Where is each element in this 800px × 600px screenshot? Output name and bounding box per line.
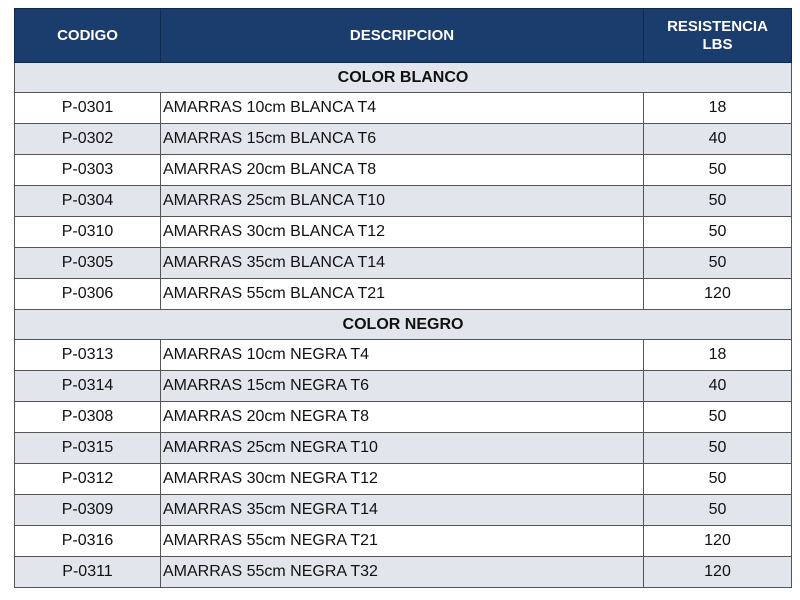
table-row	[15, 526, 792, 557]
table-header-row	[15, 9, 792, 63]
cell-resistance: 120	[644, 557, 792, 588]
table-row	[15, 124, 792, 155]
cell-description: AMARRAS 25cm BLANCA T10	[161, 186, 644, 217]
table-row	[15, 433, 792, 464]
cell-resistance: 50	[644, 495, 792, 526]
cell-code: P-0315	[15, 433, 161, 464]
cell-code: P-0302	[15, 124, 161, 155]
column-header-resistance-line1: RESISTENCIA	[667, 17, 768, 35]
cell-description: AMARRAS 30cm BLANCA T12	[161, 217, 644, 248]
cell-code: P-0308	[15, 402, 161, 433]
cell-code: P-0312	[15, 464, 161, 495]
table-row	[15, 371, 792, 402]
cell-description: AMARRAS 10cm BLANCA T4	[161, 93, 644, 124]
cell-description: AMARRAS 35cm BLANCA T14	[161, 248, 644, 279]
table-row	[15, 248, 792, 279]
cell-description: AMARRAS 20cm BLANCA T8	[161, 155, 644, 186]
section-title: COLOR NEGRO	[15, 310, 792, 340]
cell-resistance: 18	[644, 340, 792, 371]
cell-code: P-0313	[15, 340, 161, 371]
cell-code: P-0316	[15, 526, 161, 557]
table-row	[15, 93, 792, 124]
cell-description: AMARRAS 15cm BLANCA T6	[161, 124, 644, 155]
cell-code: P-0311	[15, 557, 161, 588]
cell-description: AMARRAS 10cm NEGRA T4	[161, 340, 644, 371]
cell-resistance: 50	[644, 248, 792, 279]
section-header-row	[15, 310, 792, 340]
cell-code: P-0305	[15, 248, 161, 279]
cell-code: P-0314	[15, 371, 161, 402]
cell-resistance: 40	[644, 124, 792, 155]
cell-code: P-0306	[15, 279, 161, 310]
column-header-resistance-line2: LBS	[702, 35, 733, 53]
table-row	[15, 186, 792, 217]
product-table-container	[14, 8, 791, 588]
cell-resistance: 50	[644, 186, 792, 217]
cell-code: P-0310	[15, 217, 161, 248]
cell-description: AMARRAS 55cm NEGRA T21	[161, 526, 644, 557]
table-row	[15, 155, 792, 186]
table-row	[15, 402, 792, 433]
cell-resistance: 50	[644, 433, 792, 464]
cell-description: AMARRAS 20cm NEGRA T8	[161, 402, 644, 433]
cell-resistance: 50	[644, 402, 792, 433]
cell-description: AMARRAS 25cm NEGRA T10	[161, 433, 644, 464]
column-header-description: DESCRIPCION	[161, 9, 644, 63]
table-row	[15, 217, 792, 248]
table-body	[15, 63, 792, 588]
table-row	[15, 464, 792, 495]
table-row	[15, 495, 792, 526]
column-header-code: CODIGO	[15, 9, 161, 63]
product-table	[14, 8, 792, 588]
cell-resistance: 50	[644, 155, 792, 186]
cell-description: AMARRAS 35cm NEGRA T14	[161, 495, 644, 526]
table-row	[15, 279, 792, 310]
cell-code: P-0309	[15, 495, 161, 526]
cell-resistance: 120	[644, 279, 792, 310]
cell-description: AMARRAS 55cm NEGRA T32	[161, 557, 644, 588]
section-header-row	[15, 63, 792, 93]
cell-code: P-0304	[15, 186, 161, 217]
column-header-resistance	[644, 9, 792, 63]
cell-resistance: 120	[644, 526, 792, 557]
cell-resistance: 40	[644, 371, 792, 402]
cell-resistance: 50	[644, 217, 792, 248]
cell-description: AMARRAS 55cm BLANCA T21	[161, 279, 644, 310]
cell-resistance: 50	[644, 464, 792, 495]
table-row	[15, 557, 792, 588]
cell-description: AMARRAS 30cm NEGRA T12	[161, 464, 644, 495]
cell-resistance: 18	[644, 93, 792, 124]
cell-code: P-0301	[15, 93, 161, 124]
table-row	[15, 340, 792, 371]
section-title: COLOR BLANCO	[15, 63, 792, 93]
cell-code: P-0303	[15, 155, 161, 186]
cell-description: AMARRAS 15cm NEGRA T6	[161, 371, 644, 402]
